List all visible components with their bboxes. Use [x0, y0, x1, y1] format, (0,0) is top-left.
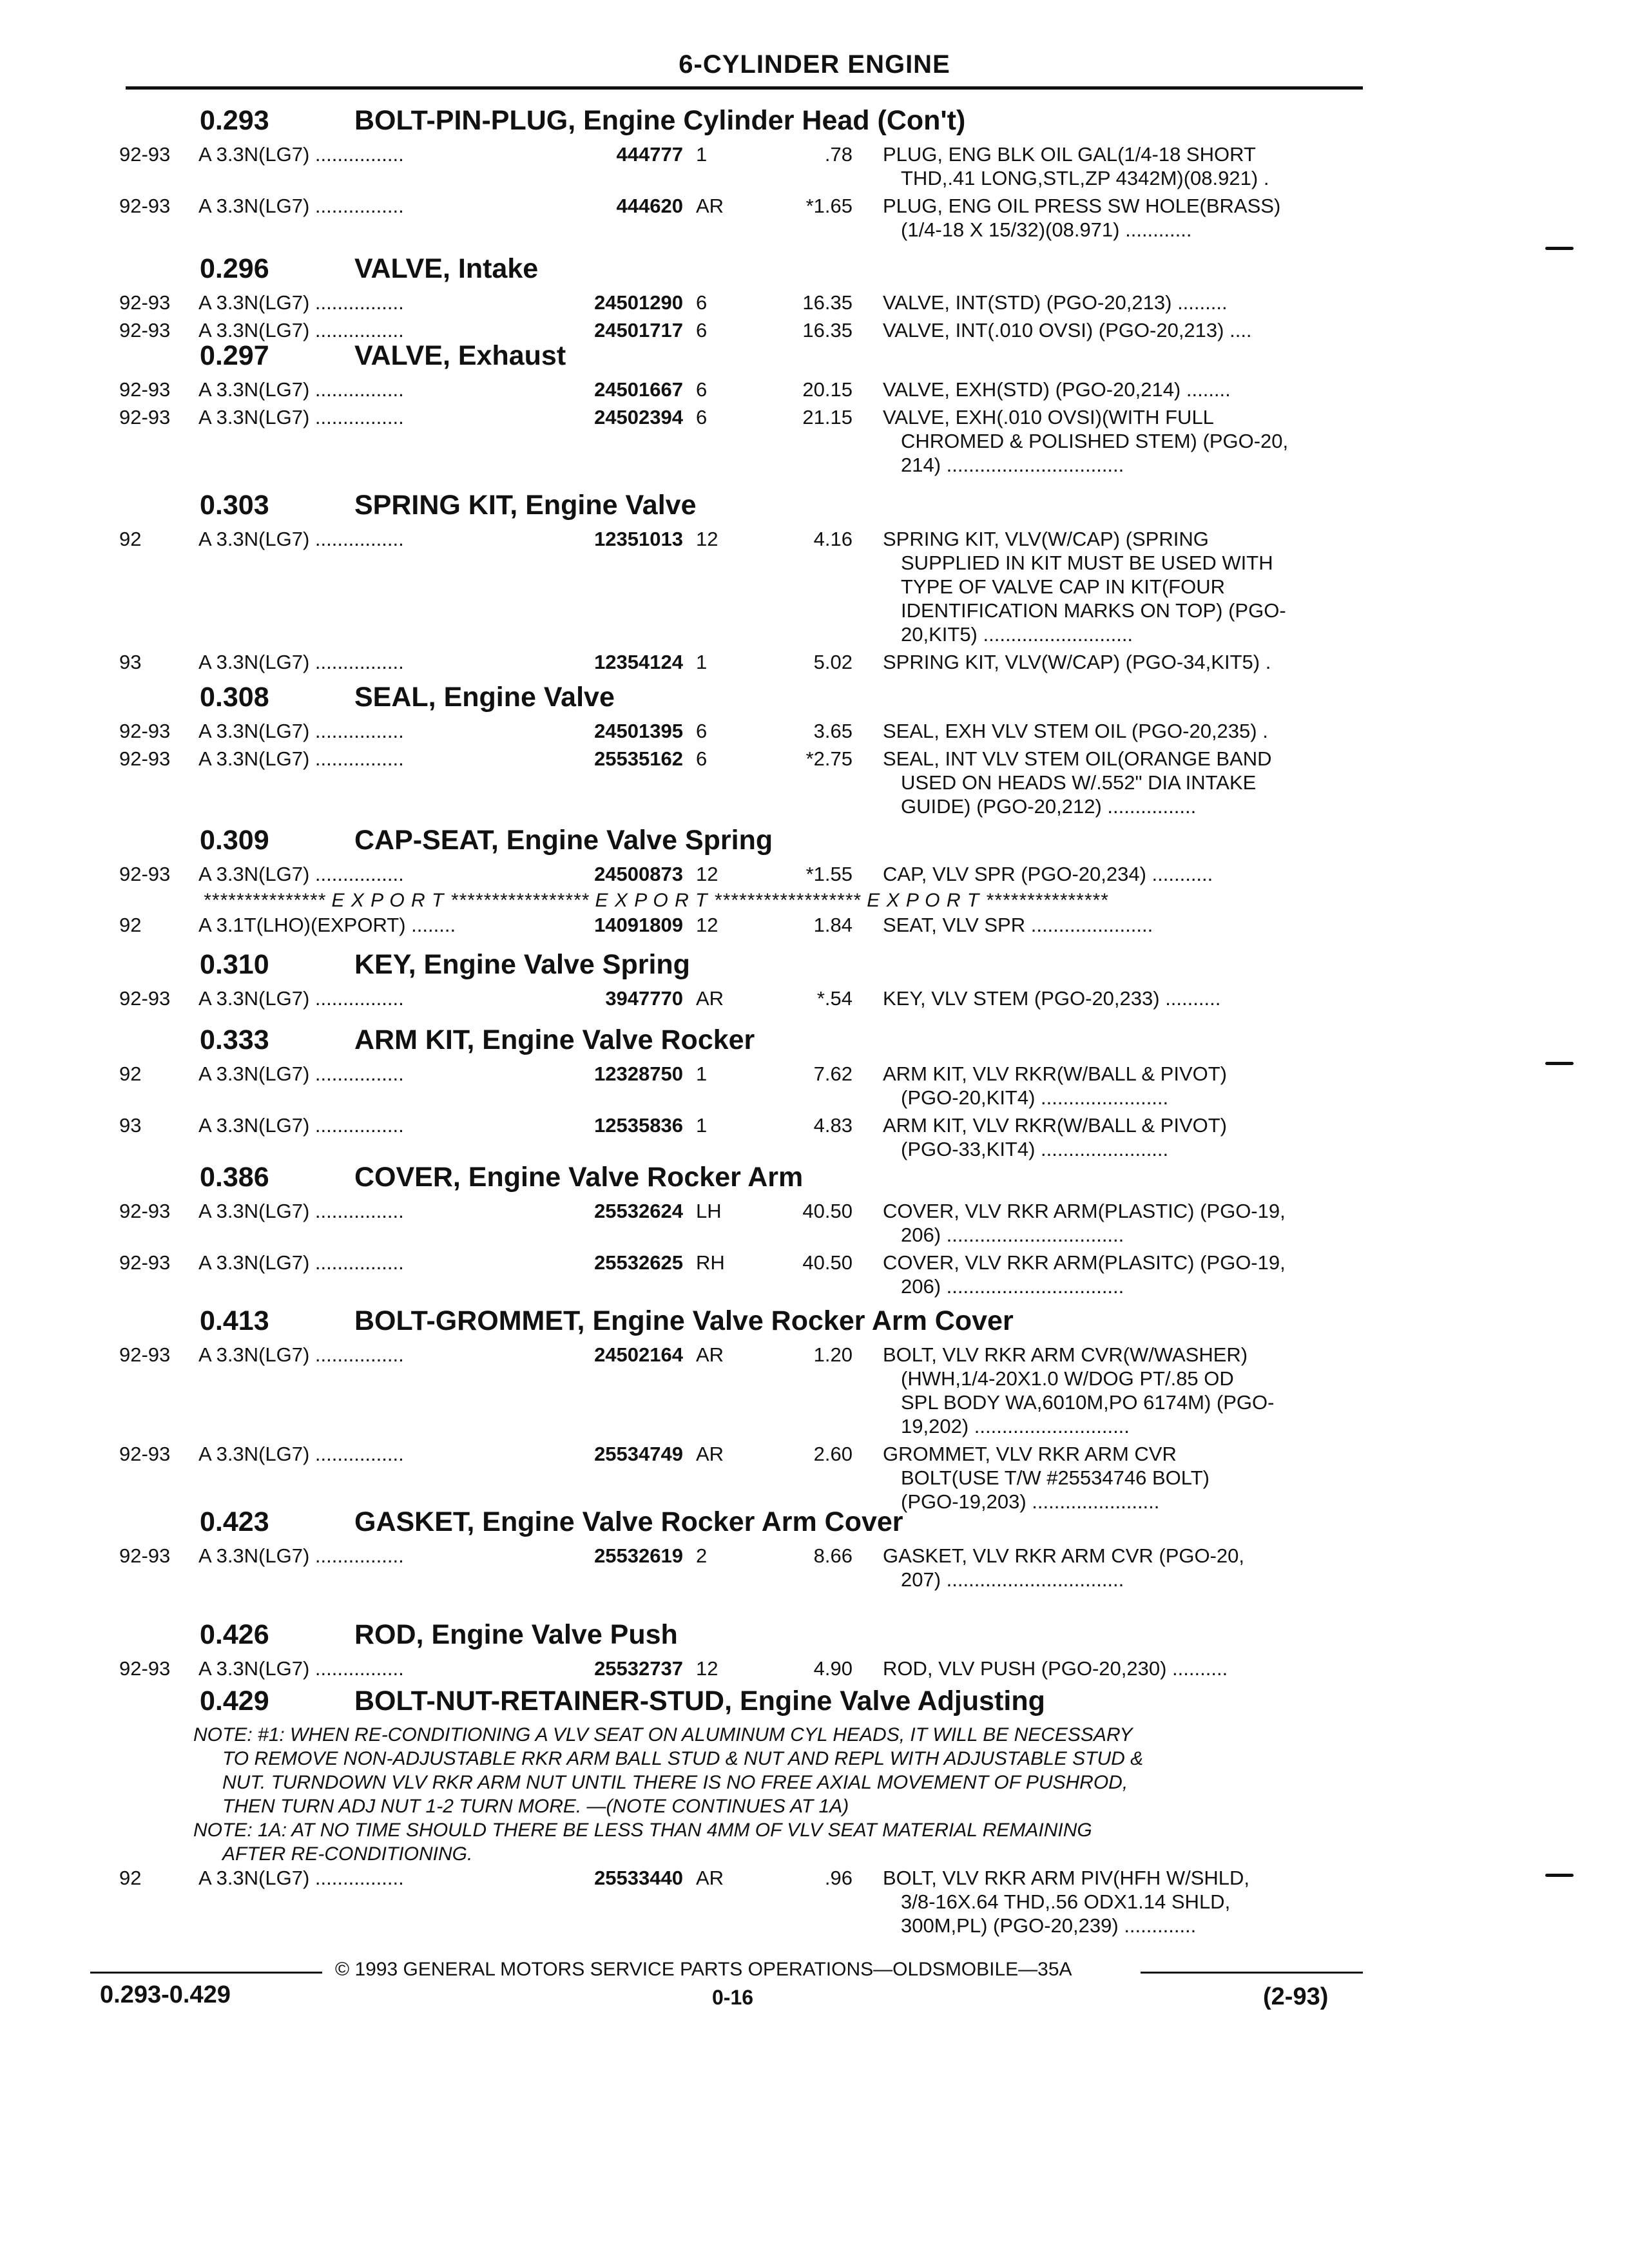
description-line: KEY, VLV STEM (PGO-20,233) ..........	[883, 987, 1221, 1010]
part-row	[0, 527, 1629, 650]
part-number: 12328750	[594, 1062, 683, 1085]
part-description	[883, 862, 1353, 886]
part-number: 444620	[616, 195, 683, 217]
section-name: CAP-SEAT, Engine Valve Spring	[354, 825, 773, 856]
section-heading	[0, 1614, 1629, 1657]
catalog-section	[0, 1614, 1629, 1684]
price: 4.16	[813, 528, 853, 550]
description-line: CHROMED & POLISHED STEM) (PGO-20,	[901, 430, 1289, 452]
description-line: SEAL, INT VLV STEM OIL(ORANGE BAND	[883, 747, 1272, 770]
part-description	[883, 527, 1353, 646]
section-heading	[0, 335, 1629, 378]
description-line: SPRING KIT, VLV(W/CAP) (PGO-34,KIT5) .	[883, 651, 1271, 673]
part-row	[0, 1199, 1629, 1251]
part-row	[0, 986, 1629, 1014]
footer-copyright: © 1993 GENERAL MOTORS SERVICE PARTS OPERATIONS—OLDSMOBILE—35A	[335, 1959, 1072, 1980]
application: A 3.3N(LG7) ................	[198, 1200, 404, 1222]
section-heading	[0, 677, 1629, 719]
section-number: 0.426	[200, 1619, 269, 1650]
price: 20.15	[802, 378, 853, 401]
description-line: SPL BODY WA,6010M,PO 6174M) (PGO-	[901, 1391, 1275, 1414]
catalog-section	[0, 944, 1629, 1014]
section-name: GASKET, Engine Valve Rocker Arm Cover	[354, 1506, 903, 1537]
footer-revision-date: (2-93)	[1263, 1983, 1329, 2010]
application: A 3.3N(LG7) ................	[198, 1343, 404, 1366]
part-number: 24501395	[594, 720, 683, 742]
model-year: 92-93	[119, 747, 171, 770]
model-year: 93	[119, 651, 142, 673]
part-row	[0, 747, 1629, 822]
quantity: 2	[696, 1544, 708, 1567]
part-number: 24500873	[594, 863, 683, 885]
section-name: VALVE, Intake	[354, 253, 539, 284]
catalog-section	[0, 100, 1629, 245]
part-number: 24502164	[594, 1343, 683, 1366]
margin-tick-mark	[1545, 1062, 1574, 1065]
application: A 3.3N(LG7) ................	[198, 528, 404, 550]
description-line: CAP, VLV SPR (PGO-20,234) ...........	[883, 863, 1213, 885]
part-description	[883, 378, 1353, 401]
section-number: 0.310	[200, 949, 269, 980]
description-line: IDENTIFICATION MARKS ON TOP) (PGO-	[901, 599, 1286, 622]
section-heading	[0, 944, 1629, 986]
model-year: 92	[119, 528, 142, 550]
section-name: COVER, Engine Valve Rocker Arm	[354, 1162, 804, 1193]
quantity: LH	[696, 1200, 722, 1222]
description-line: (PGO-20,KIT4) .......................	[901, 1086, 1169, 1109]
catalog-section	[0, 1157, 1629, 1302]
note-line: AFTER RE-CONDITIONING.	[222, 1843, 473, 1865]
price: .78	[824, 143, 853, 166]
price: 16.35	[802, 291, 853, 314]
catalog-section	[0, 1680, 1629, 1941]
section-note	[193, 1723, 1353, 1818]
model-year: 92-93	[119, 319, 171, 341]
price: .96	[824, 1867, 853, 1889]
section-number: 0.429	[200, 1686, 269, 1716]
section-name: BOLT-PIN-PLUG, Engine Cylinder Head (Con't)	[354, 105, 966, 136]
application: A 3.3N(LG7) ................	[198, 1114, 404, 1137]
part-number: 444777	[616, 143, 683, 166]
quantity: 6	[696, 720, 708, 742]
section-heading	[0, 820, 1629, 862]
application: A 3.3N(LG7) ................	[198, 1544, 404, 1567]
catalog-section	[0, 485, 1629, 678]
price: 8.66	[813, 1544, 853, 1567]
application: A 3.3N(LG7) ................	[198, 143, 404, 166]
description-line: ROD, VLV PUSH (PGO-20,230) ..........	[883, 1657, 1228, 1680]
part-description	[883, 913, 1353, 937]
note-line: TO REMOVE NON-ADJUSTABLE RKR ARM BALL STUD & NUT AND REPL WITH ADJUSTABLE STUD &	[222, 1748, 1144, 1769]
section-number: 0.296	[200, 253, 269, 284]
model-year: 92	[119, 1062, 142, 1085]
part-number: 24501667	[594, 378, 683, 401]
price: 4.90	[813, 1657, 853, 1680]
section-heading	[0, 1680, 1629, 1723]
section-number: 0.303	[200, 490, 269, 521]
note-line: NOTE: #1: WHEN RE-CONDITIONING A VLV SEAT ON ALUMINUM CYL HEADS, IT WILL BE NECESSARY	[193, 1724, 1133, 1745]
export-divider-text: *************** E X P O R T ***************** E X P O R T ****************** E X P O R T ***************	[203, 890, 1108, 911]
part-number: 25532624	[594, 1200, 683, 1222]
price: 40.50	[802, 1200, 853, 1222]
application: A 3.3N(LG7) ................	[198, 987, 404, 1010]
footer-index-range: 0.293-0.429	[100, 1981, 231, 2008]
margin-tick-mark	[1545, 1874, 1574, 1877]
price: 16.35	[802, 319, 853, 341]
part-description	[883, 1251, 1353, 1298]
part-number: 24502394	[594, 406, 683, 428]
section-number: 0.333	[200, 1024, 269, 1055]
price: 40.50	[802, 1251, 853, 1274]
quantity: 1	[696, 143, 708, 166]
description-line: VALVE, INT(.010 OVSI) (PGO-20,213) ....	[883, 319, 1252, 341]
quantity: 1	[696, 1114, 708, 1137]
quantity: 12	[696, 528, 718, 550]
description-line: BOLT, VLV RKR ARM PIV(HFH W/SHLD,	[883, 1867, 1250, 1889]
part-description	[883, 986, 1353, 1010]
section-number: 0.423	[200, 1506, 269, 1537]
model-year: 92-93	[119, 987, 171, 1010]
description-line: (PGO-33,KIT4) .......................	[901, 1138, 1169, 1160]
footer-rule-left	[90, 1972, 322, 1974]
part-row	[0, 1062, 1629, 1113]
model-year: 92-93	[119, 1251, 171, 1274]
part-number: 25533440	[594, 1867, 683, 1889]
part-number: 25535162	[594, 747, 683, 770]
quantity: 12	[696, 1657, 718, 1680]
description-line: VALVE, EXH(STD) (PGO-20,214) ........	[883, 378, 1231, 401]
section-note	[193, 1818, 1353, 1866]
price: 7.62	[813, 1062, 853, 1085]
part-description	[883, 1199, 1353, 1247]
application: A 3.1T(LHO)(EXPORT) ........	[198, 914, 456, 936]
price: 2.60	[813, 1443, 853, 1465]
note-line: THEN TURN ADJ NUT 1-2 TURN MORE. —(NOTE CONTINUES AT 1A)	[222, 1796, 849, 1817]
price: 1.84	[813, 914, 853, 936]
application: A 3.3N(LG7) ................	[198, 195, 404, 217]
section-number: 0.413	[200, 1305, 269, 1336]
description-line: SEAL, EXH VLV STEM OIL (PGO-20,235) .	[883, 720, 1268, 742]
quantity: 12	[696, 863, 718, 885]
model-year: 92-93	[119, 1200, 171, 1222]
price: 1.20	[813, 1343, 853, 1366]
price: 3.65	[813, 720, 853, 742]
part-number: 25532625	[594, 1251, 683, 1274]
description-line: 19,202) ............................	[901, 1415, 1130, 1437]
section-name: VALVE, Exhaust	[354, 340, 566, 371]
part-description	[883, 1657, 1353, 1680]
quantity: 12	[696, 914, 718, 936]
quantity: AR	[696, 1343, 724, 1366]
application: A 3.3N(LG7) ................	[198, 720, 404, 742]
section-heading	[0, 248, 1629, 291]
part-number: 24501717	[594, 319, 683, 341]
price: 5.02	[813, 651, 853, 673]
part-row	[0, 291, 1629, 318]
application: A 3.3N(LG7) ................	[198, 1062, 404, 1085]
catalog-section	[0, 1501, 1629, 1595]
part-row	[0, 862, 1629, 890]
export-divider	[0, 890, 1629, 913]
title-rule	[126, 86, 1363, 90]
description-line: USED ON HEADS W/.552" DIA INTAKE	[901, 771, 1257, 794]
section-name: ARM KIT, Engine Valve Rocker	[354, 1024, 755, 1055]
price: *1.55	[805, 863, 853, 885]
part-description	[883, 291, 1353, 314]
part-row	[0, 1251, 1629, 1302]
application: A 3.3N(LG7) ................	[198, 1867, 404, 1889]
part-number: 24501290	[594, 291, 683, 314]
description-line: GASKET, VLV RKR ARM CVR (PGO-20,	[883, 1544, 1245, 1567]
catalog-section	[0, 335, 1629, 481]
application: A 3.3N(LG7) ................	[198, 1251, 404, 1274]
section-name: SEAL, Engine Valve	[354, 682, 615, 713]
description-line: PLUG, ENG BLK OIL GAL(1/4-18 SHORT	[883, 143, 1256, 166]
description-line: (PGO-19,203) .......................	[901, 1490, 1160, 1513]
description-line: TYPE OF VALVE CAP IN KIT(FOUR	[901, 575, 1225, 598]
part-description	[883, 1062, 1353, 1110]
model-year: 92	[119, 1867, 142, 1889]
part-row	[0, 650, 1629, 678]
section-number: 0.308	[200, 682, 269, 713]
description-line: VALVE, EXH(.010 OVSI)(WITH FULL	[883, 406, 1214, 428]
section-heading	[0, 1157, 1629, 1199]
section-name: ROD, Engine Valve Push	[354, 1619, 678, 1650]
catalog-section	[0, 248, 1629, 346]
price: *.54	[816, 987, 853, 1010]
description-line: 207) ................................	[901, 1568, 1124, 1591]
note-line: NUT. TURNDOWN VLV RKR ARM NUT UNTIL THERE IS NO FREE AXIAL MOVEMENT OF PUSHROD,	[222, 1772, 1128, 1793]
catalog-section	[0, 1019, 1629, 1165]
part-number: 25534749	[594, 1443, 683, 1465]
description-line: PLUG, ENG OIL PRESS SW HOLE(BRASS)	[883, 195, 1281, 217]
description-line: 20,KIT5) ...........................	[901, 623, 1133, 646]
part-row	[0, 719, 1629, 747]
application: A 3.3N(LG7) ................	[198, 406, 404, 428]
part-description	[883, 1866, 1353, 1937]
description-line: 3/8-16X.64 THD,.56 ODX1.14 SHLD,	[901, 1890, 1231, 1913]
application: A 3.3N(LG7) ................	[198, 378, 404, 401]
model-year: 92-93	[119, 720, 171, 742]
note-line: NOTE: 1A: AT NO TIME SHOULD THERE BE LESS THAN 4MM OF VLV SEAT MATERIAL REMAINING	[193, 1820, 1092, 1841]
section-heading	[0, 1501, 1629, 1544]
model-year: 92-93	[119, 291, 171, 314]
margin-tick-mark	[1545, 247, 1574, 250]
description-line: SEAT, VLV SPR ......................	[883, 914, 1153, 936]
part-row	[0, 378, 1629, 405]
part-row	[0, 194, 1629, 245]
model-year: 92-93	[119, 406, 171, 428]
section-number: 0.293	[200, 105, 269, 136]
application: A 3.3N(LG7) ................	[198, 863, 404, 885]
quantity: 6	[696, 747, 708, 770]
model-year: 93	[119, 1114, 142, 1137]
quantity: 6	[696, 319, 708, 341]
part-number: 12354124	[594, 651, 683, 673]
quantity: 6	[696, 378, 708, 401]
quantity: 6	[696, 291, 708, 314]
part-description	[883, 142, 1353, 190]
description-line: THD,.41 LONG,STL,ZP 4342M)(08.921) .	[901, 167, 1269, 189]
description-line: SPRING KIT, VLV(W/CAP) (SPRING	[883, 528, 1209, 550]
section-number: 0.297	[200, 340, 269, 371]
application: A 3.3N(LG7) ................	[198, 1443, 404, 1465]
part-number: 25532737	[594, 1657, 683, 1680]
description-line: (HWH,1/4-20X1.0 W/DOG PT/.85 OD	[901, 1367, 1234, 1390]
part-row	[0, 913, 1629, 941]
application: A 3.3N(LG7) ................	[198, 747, 404, 770]
part-description	[883, 1343, 1353, 1438]
description-line: BOLT, VLV RKR ARM CVR(W/WASHER)	[883, 1343, 1248, 1366]
quantity: AR	[696, 1443, 724, 1465]
description-line: SUPPLIED IN KIT MUST BE USED WITH	[901, 552, 1273, 574]
section-number: 0.309	[200, 825, 269, 856]
section-heading	[0, 485, 1629, 527]
part-number: 12351013	[594, 528, 683, 550]
footer-page-number: 0-16	[712, 1986, 754, 2009]
quantity: RH	[696, 1251, 725, 1274]
quantity: AR	[696, 987, 724, 1010]
quantity: AR	[696, 1867, 724, 1889]
section-number: 0.386	[200, 1162, 269, 1193]
model-year: 92-93	[119, 143, 171, 166]
part-row	[0, 1343, 1629, 1442]
description-line: BOLT(USE T/W #25534746 BOLT)	[901, 1466, 1210, 1489]
description-line: GROMMET, VLV RKR ARM CVR	[883, 1443, 1177, 1465]
price: *1.65	[805, 195, 853, 217]
description-line: GUIDE) (PGO-20,212) ................	[901, 795, 1197, 818]
part-row	[0, 405, 1629, 481]
quantity: AR	[696, 195, 724, 217]
part-description	[883, 719, 1353, 743]
description-line: VALVE, INT(STD) (PGO-20,213) .........	[883, 291, 1228, 314]
description-line: ARM KIT, VLV RKR(W/BALL & PIVOT)	[883, 1062, 1227, 1085]
model-year: 92-93	[119, 195, 171, 217]
part-number: 25532619	[594, 1544, 683, 1567]
description-line: 206) ................................	[901, 1275, 1124, 1298]
section-heading	[0, 1300, 1629, 1343]
catalog-section	[0, 677, 1629, 822]
model-year: 92-93	[119, 378, 171, 401]
description-line: 214) ................................	[901, 454, 1124, 476]
application: A 3.3N(LG7) ................	[198, 319, 404, 341]
application: A 3.3N(LG7) ................	[198, 651, 404, 673]
page-title: 6-CYLINDER ENGINE	[679, 50, 950, 79]
model-year: 92-93	[119, 1343, 171, 1366]
price: 4.83	[813, 1114, 853, 1137]
description-line: (1/4-18 X 15/32)(08.971) ............	[901, 218, 1192, 241]
model-year: 92-93	[119, 1544, 171, 1567]
catalog-section	[0, 820, 1629, 941]
price: 21.15	[802, 406, 853, 428]
part-row	[0, 142, 1629, 194]
part-description	[883, 405, 1353, 477]
quantity: 1	[696, 1062, 708, 1085]
quantity: 6	[696, 406, 708, 428]
part-description	[883, 747, 1353, 818]
quantity: 1	[696, 651, 708, 673]
section-heading	[0, 1019, 1629, 1062]
section-heading	[0, 100, 1629, 142]
model-year: 92	[119, 914, 142, 936]
part-number: 12535836	[594, 1114, 683, 1137]
description-line: ARM KIT, VLV RKR(W/BALL & PIVOT)	[883, 1114, 1227, 1137]
description-line: 206) ................................	[901, 1224, 1124, 1246]
part-row	[0, 1866, 1629, 1941]
part-number: 14091809	[594, 914, 683, 936]
part-description	[883, 1544, 1353, 1591]
section-name: KEY, Engine Valve Spring	[354, 949, 690, 980]
part-description	[883, 194, 1353, 242]
model-year: 92-93	[119, 863, 171, 885]
application: A 3.3N(LG7) ................	[198, 291, 404, 314]
description-line: COVER, VLV RKR ARM(PLASTIC) (PGO-19,	[883, 1200, 1286, 1222]
footer-rule-right	[1141, 1972, 1363, 1974]
price: *2.75	[805, 747, 853, 770]
part-description	[883, 1113, 1353, 1161]
model-year: 92-93	[119, 1443, 171, 1465]
section-name: BOLT-NUT-RETAINER-STUD, Engine Valve Adjusting	[354, 1686, 1045, 1716]
section-name: SPRING KIT, Engine Valve	[354, 490, 697, 521]
part-number: 3947770	[605, 987, 683, 1010]
section-name: BOLT-GROMMET, Engine Valve Rocker Arm Cover	[354, 1305, 1014, 1336]
description-line: COVER, VLV RKR ARM(PLASITC) (PGO-19,	[883, 1251, 1286, 1274]
part-row	[0, 1544, 1629, 1595]
application: A 3.3N(LG7) ................	[198, 1657, 404, 1680]
model-year: 92-93	[119, 1657, 171, 1680]
catalog-section	[0, 1300, 1629, 1517]
description-line: 300M,PL) (PGO-20,239) .............	[901, 1914, 1197, 1937]
part-description	[883, 650, 1353, 674]
